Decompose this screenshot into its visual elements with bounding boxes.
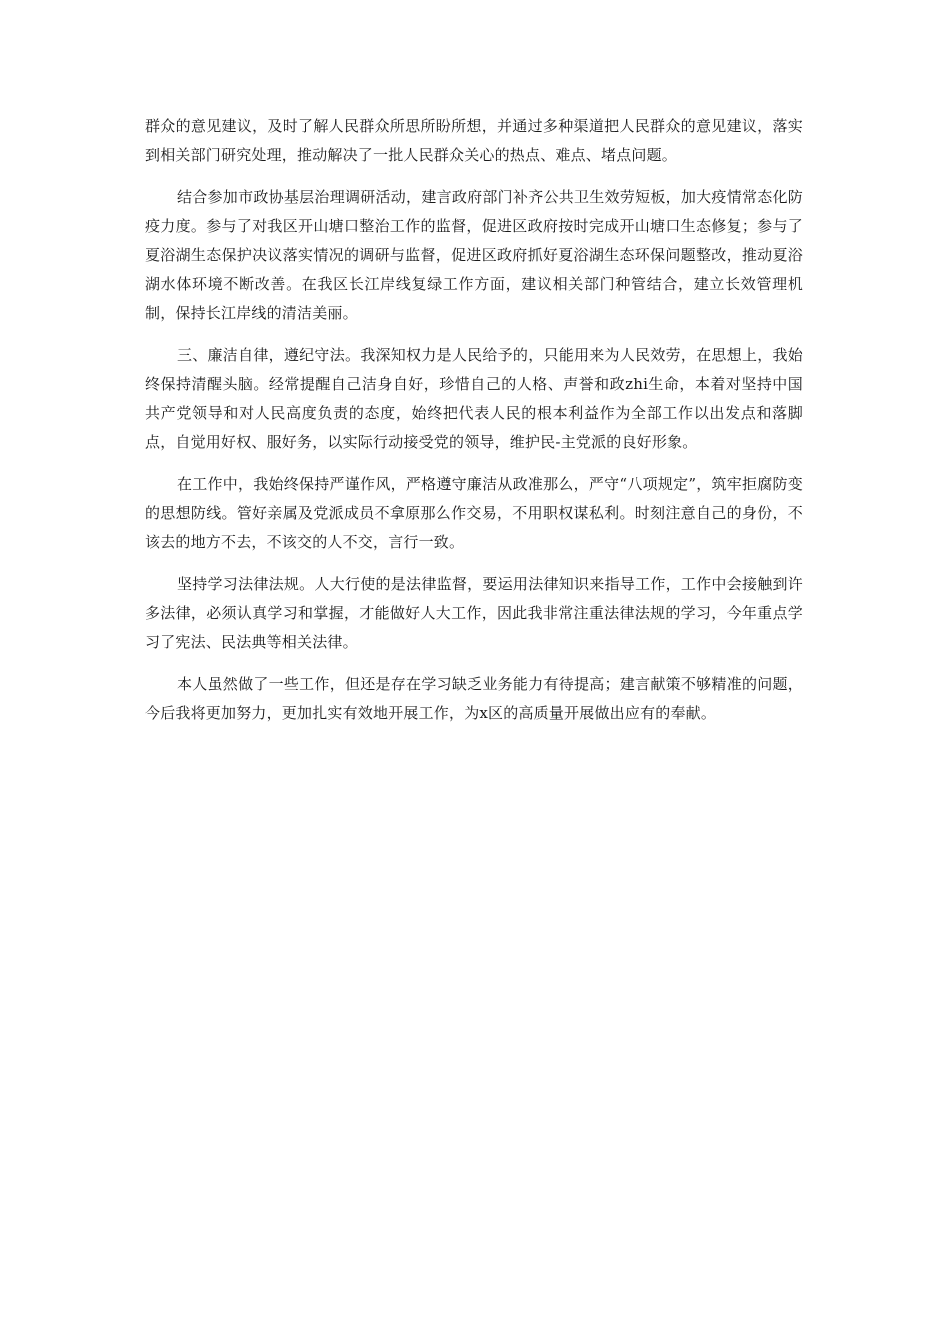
paragraph-continuation: 群众的意见建议，及时了解人民群众所思所盼所想，并通过多种渠道把人民群众的意见建议，落实到相关部门研究处理，推动解决了一批人民群众关心的热点、难点、堵点问题。 xyxy=(145,117,803,164)
paragraph-governance-research: 结合参加市政协基层治理调研活动，建言政府部门补齐公共卫生效劳短板，加大疫情常态化防疫力度。参与了对我区开山塘口整治工作的监督，促进区政府按时完成开山塘口生态修复；参与了夏浴湖生态保护决议落实情况的调研与监督，促进区政府抓好夏浴湖生态环保问题整改，推动夏浴湖水体环境不断改善。在我区长江岸线复绿工作方面，建议相关部门种管结合，建立长效管理机制，保持长江岸线的清洁美丽。 xyxy=(145,188,803,322)
paragraph-work-conduct: 在工作中，我始终保持严谨作风，严格遵守廉洁从政准那么，严守“八项规定”，筑牢拒腐防变的思想防线。管好亲属及党派成员不拿原那么作交易，不用职权谋私利。时刻注意自己的身份，不该去的地方不去，不该交的人不交，言行一致。 xyxy=(145,475,803,551)
document-body xyxy=(145,112,803,741)
paragraph-integrity-discipline: 三、廉洁自律，遵纪守法。我深知权力是人民给予的，只能用来为人民效劳，在思想上，我始终保持清醒头脑。经常提醒自己洁身自好，珍惜自己的人格、声誉和政zhi生命，本着对坚持中国共产党领导和对人民高度负责的态度，始终把代表人民的根本利益作为全部工作以出发点和落脚点，自觉用好权、服好务，以实际行动接受党的领导，维护民-主党派的良好形象。 xyxy=(145,346,803,451)
paragraph-conclusion: 本人虽然做了一些工作，但还是存在学习缺乏业务能力有待提高；建言献策不够精准的问题，今后我将更加努力，更加扎实有效地开展工作，为x区的高质量开展做出应有的奉献。 xyxy=(145,675,803,722)
paragraph-law-study: 坚持学习法律法规。人大行使的是法律监督，要运用法律知识来指导工作，工作中会接触到许多法律，必须认真学习和掌握，才能做好人大工作，因此我非常注重法律法规的学习，今年重点学习了宪法、民法典等相关法律。 xyxy=(145,575,803,651)
